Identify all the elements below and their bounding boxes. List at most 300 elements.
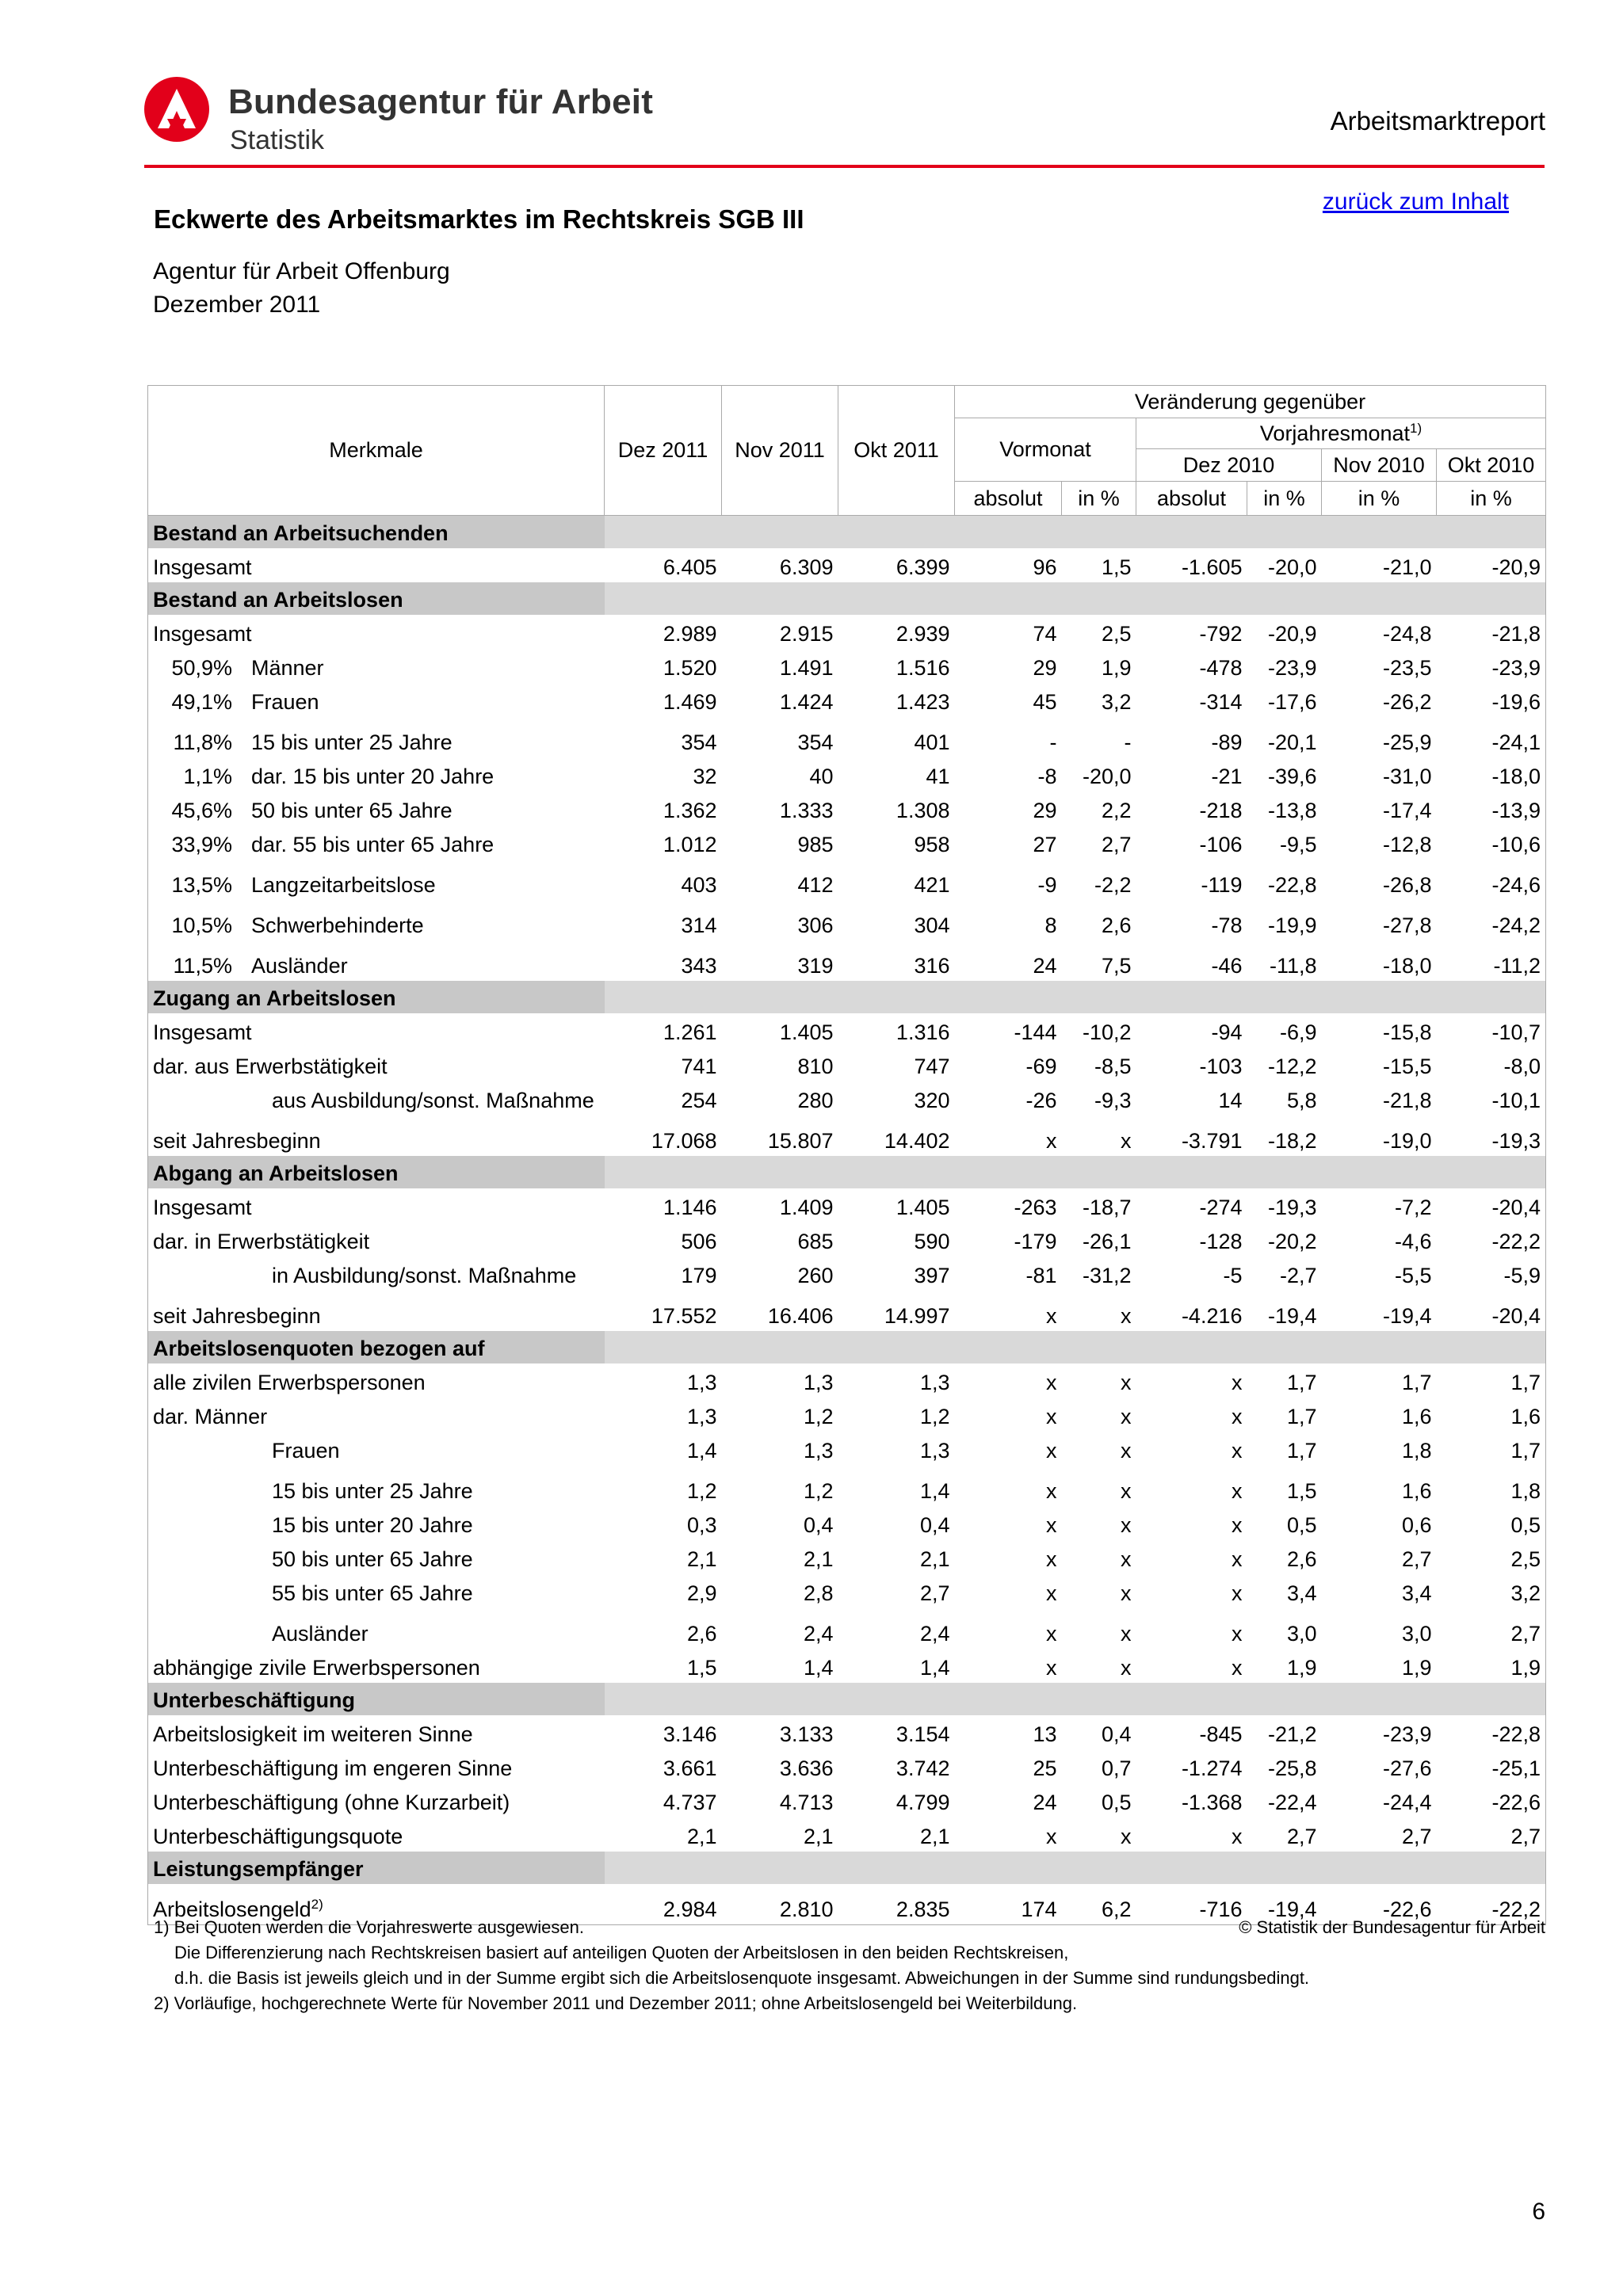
row-label-text: 55 bis unter 65 Jahre bbox=[272, 1581, 473, 1605]
section-fill bbox=[605, 1852, 1546, 1884]
footnote-2: 2) Vorläufige, hochgerechnete Werte für November 2011 und Dezember 2011; ohne Arbeitslosengeld bei Weiterbildung. bbox=[154, 1993, 1078, 2013]
row-label bbox=[148, 1506, 605, 1540]
row-label-text: Ausländer bbox=[272, 1622, 369, 1646]
table-row bbox=[148, 1432, 1546, 1466]
value-cell: -19,3 bbox=[1491, 1129, 1541, 1153]
section-title: Bestand an Arbeitsuchenden bbox=[148, 516, 605, 549]
header-nov-2011: Nov 2011 bbox=[722, 386, 838, 516]
table-row bbox=[148, 1047, 1546, 1081]
value-cell: 2,4 bbox=[919, 1622, 950, 1646]
value-cell: -8,0 bbox=[1503, 1055, 1541, 1078]
value-cell: 354 bbox=[681, 730, 717, 754]
row-label-text: 15 bis unter 25 Jahre bbox=[272, 1479, 473, 1503]
value-cell: -2,2 bbox=[1094, 873, 1132, 897]
value-cell: 1.316 bbox=[896, 1020, 950, 1044]
value-cell: -128 bbox=[1199, 1230, 1243, 1253]
value-cell: 3.636 bbox=[779, 1756, 834, 1780]
row-label-text: seit Jahresbeginn bbox=[153, 1129, 321, 1153]
value-cell: 403 bbox=[681, 873, 717, 897]
row-label-text: dar. in Erwerbstätigkeit bbox=[153, 1230, 370, 1253]
value-cell: -89 bbox=[1211, 730, 1243, 754]
value-cell: 0,6 bbox=[1401, 1513, 1432, 1537]
value-cell: 1,7 bbox=[1286, 1405, 1317, 1428]
value-cell: -9 bbox=[1037, 873, 1057, 897]
value-cell: -4.216 bbox=[1181, 1304, 1243, 1328]
value-cell: 2.939 bbox=[896, 622, 950, 646]
row-label bbox=[148, 1188, 605, 1222]
value-cell: 1.520 bbox=[663, 656, 717, 680]
value-cell: 260 bbox=[797, 1264, 834, 1287]
row-label-text: Frauen bbox=[251, 690, 319, 714]
value-cell: 354 bbox=[797, 730, 834, 754]
row-label bbox=[148, 1116, 605, 1156]
row-share: 10,5% bbox=[171, 913, 232, 937]
value-cell: x bbox=[1121, 1656, 1132, 1680]
value-cell: 1,5 bbox=[686, 1656, 717, 1680]
section-header-row bbox=[148, 981, 1546, 1013]
value-cell: 2.915 bbox=[779, 622, 834, 646]
back-to-contents-link[interactable]: zurück zum Inhalt bbox=[1322, 189, 1509, 215]
row-share: 33,9% bbox=[171, 833, 232, 856]
value-cell: -19,4 bbox=[1382, 1304, 1432, 1328]
value-cell: 3,0 bbox=[1286, 1622, 1317, 1646]
section-title: Zugang an Arbeitslosen bbox=[148, 981, 605, 1013]
value-cell: 6.399 bbox=[896, 555, 950, 579]
table-row bbox=[148, 649, 1546, 683]
value-cell: 15.807 bbox=[767, 1129, 834, 1153]
value-cell: 1,9 bbox=[1286, 1656, 1317, 1680]
table-row bbox=[148, 1188, 1546, 1222]
value-cell: -20,4 bbox=[1491, 1196, 1541, 1219]
header-merkmale: Merkmale bbox=[148, 386, 605, 516]
row-label-text: Insgesamt bbox=[153, 555, 252, 579]
value-cell: 2,6 bbox=[686, 1622, 717, 1646]
value-cell: -46 bbox=[1211, 954, 1243, 978]
value-cell: -10,6 bbox=[1491, 833, 1541, 856]
value-cell: -19,4 bbox=[1267, 1304, 1317, 1328]
value-cell: x bbox=[1232, 1825, 1243, 1848]
section-header-row bbox=[148, 1852, 1546, 1884]
value-cell: 985 bbox=[797, 833, 834, 856]
value-cell: -26,8 bbox=[1382, 873, 1432, 897]
value-cell: 1.362 bbox=[663, 799, 717, 822]
value-cell: -23,9 bbox=[1491, 656, 1541, 680]
value-cell: 1,7 bbox=[1510, 1371, 1541, 1394]
value-cell: 397 bbox=[914, 1264, 950, 1287]
value-cell: -20,9 bbox=[1491, 555, 1541, 579]
value-cell: -4,6 bbox=[1394, 1230, 1432, 1253]
value-cell: -20,0 bbox=[1082, 765, 1132, 788]
table-row bbox=[148, 860, 1546, 900]
value-cell: 958 bbox=[914, 833, 950, 856]
value-cell: 2,8 bbox=[803, 1581, 834, 1605]
value-cell: 24 bbox=[1033, 1791, 1057, 1814]
value-cell: 1,3 bbox=[803, 1371, 834, 1394]
value-cell: -11,2 bbox=[1493, 954, 1541, 978]
value-cell: 1.516 bbox=[896, 656, 950, 680]
row-label-text: 50 bis unter 65 Jahre bbox=[251, 799, 453, 822]
footnote-1-line-2: Die Differenzierung nach Rechtskreisen basiert auf anteiligen Quoten der Arbeitslosen in den beiden Rechtskreisen, bbox=[174, 1943, 1069, 1962]
value-cell: 3,4 bbox=[1401, 1581, 1432, 1605]
value-cell: - bbox=[1124, 730, 1132, 754]
value-cell: -19,0 bbox=[1382, 1129, 1432, 1153]
brand-subtitle: Statistik bbox=[230, 125, 325, 155]
value-cell: -5 bbox=[1223, 1264, 1243, 1287]
section-fill bbox=[605, 981, 1546, 1013]
value-cell: x bbox=[1232, 1581, 1243, 1605]
row-label bbox=[148, 1013, 605, 1047]
header-absolut: absolut bbox=[1136, 482, 1247, 516]
value-cell: 1,5 bbox=[1286, 1479, 1317, 1503]
value-cell: 2.989 bbox=[663, 622, 717, 646]
value-cell: 17.552 bbox=[651, 1304, 717, 1328]
value-cell: 2,7 bbox=[1510, 1825, 1541, 1848]
value-cell: 306 bbox=[797, 913, 834, 937]
value-cell: 1,6 bbox=[1401, 1405, 1432, 1428]
section-fill bbox=[605, 582, 1546, 615]
value-cell: -23,9 bbox=[1382, 1722, 1432, 1746]
value-cell: -20,9 bbox=[1267, 622, 1317, 646]
value-cell: -26 bbox=[1025, 1089, 1057, 1112]
value-cell: 96 bbox=[1033, 555, 1057, 579]
value-cell: x bbox=[1121, 1304, 1132, 1328]
value-cell: -26,1 bbox=[1082, 1230, 1132, 1253]
value-cell: -19,9 bbox=[1267, 913, 1317, 937]
value-cell: -106 bbox=[1199, 833, 1243, 856]
ba-logo-icon bbox=[143, 76, 210, 143]
value-cell: 412 bbox=[797, 873, 834, 897]
value-cell: 1,2 bbox=[686, 1479, 717, 1503]
row-label-text: Insgesamt bbox=[153, 1196, 252, 1219]
value-cell: x bbox=[1121, 1479, 1132, 1503]
value-cell: 1,3 bbox=[919, 1439, 950, 1463]
value-cell: -17,6 bbox=[1267, 690, 1317, 714]
value-cell: -18,0 bbox=[1382, 954, 1432, 978]
table-row bbox=[148, 1608, 1546, 1649]
section-title: Arbeitslosenquoten bezogen auf bbox=[148, 1331, 605, 1363]
value-cell: 2,2 bbox=[1101, 799, 1132, 822]
value-cell: -716 bbox=[1199, 1897, 1243, 1921]
row-label bbox=[148, 791, 605, 826]
table-row bbox=[148, 1715, 1546, 1749]
row-label-text: dar. Männer bbox=[153, 1405, 268, 1428]
value-cell: 1.469 bbox=[663, 690, 717, 714]
header-absolut: absolut bbox=[955, 482, 1062, 516]
header-dez-2011: Dez 2011 bbox=[605, 386, 722, 516]
value-cell: -19,4 bbox=[1267, 1897, 1317, 1921]
row-label bbox=[148, 1574, 605, 1608]
table-body bbox=[148, 516, 1546, 1925]
value-cell: 7,5 bbox=[1101, 954, 1132, 978]
value-cell: 1,7 bbox=[1401, 1371, 1432, 1394]
value-cell: 16.406 bbox=[767, 1304, 834, 1328]
header-in-pct: in % bbox=[1437, 482, 1546, 516]
value-cell: 1,6 bbox=[1510, 1405, 1541, 1428]
value-cell: -31,2 bbox=[1082, 1264, 1132, 1287]
value-cell: -21,0 bbox=[1382, 555, 1432, 579]
table-row bbox=[148, 1817, 1546, 1852]
row-label bbox=[148, 1363, 605, 1398]
section-fill bbox=[605, 516, 1546, 549]
value-cell: -10,2 bbox=[1082, 1020, 1132, 1044]
value-cell: 304 bbox=[914, 913, 950, 937]
value-cell: -24,4 bbox=[1382, 1791, 1432, 1814]
value-cell: 1,4 bbox=[919, 1656, 950, 1680]
row-label-text: abhängige zivile Erwerbspersonen bbox=[153, 1656, 480, 1680]
value-cell: -218 bbox=[1199, 799, 1243, 822]
value-cell: -20,0 bbox=[1267, 555, 1317, 579]
value-cell: 506 bbox=[681, 1230, 717, 1253]
section-fill bbox=[605, 1683, 1546, 1715]
value-cell: 1.146 bbox=[663, 1196, 717, 1219]
value-cell: 6.405 bbox=[663, 555, 717, 579]
value-cell: x bbox=[1046, 1656, 1057, 1680]
value-cell: -22,6 bbox=[1491, 1791, 1541, 1814]
value-cell: x bbox=[1046, 1479, 1057, 1503]
value-cell: 14 bbox=[1218, 1089, 1243, 1112]
value-cell: 6,2 bbox=[1101, 1897, 1132, 1921]
section-title: Abgang an Arbeitslosen bbox=[148, 1156, 605, 1188]
value-cell: x bbox=[1232, 1656, 1243, 1680]
value-cell: x bbox=[1046, 1513, 1057, 1537]
row-label bbox=[148, 548, 605, 582]
section-header-row bbox=[148, 1156, 1546, 1188]
value-cell: 2.810 bbox=[779, 1897, 834, 1921]
header-in-pct: in % bbox=[1062, 482, 1136, 516]
value-cell: 3.154 bbox=[896, 1722, 950, 1746]
value-cell: x bbox=[1046, 1547, 1057, 1571]
row-label-text: Insgesamt bbox=[153, 622, 252, 646]
row-label bbox=[148, 1222, 605, 1257]
value-cell: x bbox=[1046, 1371, 1057, 1394]
section-fill bbox=[605, 1331, 1546, 1363]
value-cell: 3,4 bbox=[1286, 1581, 1317, 1605]
table-row bbox=[148, 1081, 1546, 1116]
value-cell: 1,3 bbox=[803, 1439, 834, 1463]
value-cell: 2,1 bbox=[803, 1825, 834, 1848]
value-cell: 1,4 bbox=[686, 1439, 717, 1463]
value-cell: x bbox=[1121, 1825, 1132, 1848]
value-cell: x bbox=[1121, 1405, 1132, 1428]
value-cell: 29 bbox=[1033, 656, 1057, 680]
value-cell: 1,8 bbox=[1510, 1479, 1541, 1503]
value-cell: 1.405 bbox=[779, 1020, 834, 1044]
value-cell: 2,7 bbox=[1101, 833, 1132, 856]
value-cell: -21,8 bbox=[1491, 622, 1541, 646]
value-cell: 2,1 bbox=[686, 1547, 717, 1571]
value-cell: 5,8 bbox=[1286, 1089, 1317, 1112]
table-row bbox=[148, 1540, 1546, 1574]
value-cell: 320 bbox=[914, 1089, 950, 1112]
row-label bbox=[148, 1047, 605, 1081]
row-label bbox=[148, 649, 605, 683]
value-cell: -8 bbox=[1037, 765, 1057, 788]
value-cell: 314 bbox=[681, 913, 717, 937]
row-label bbox=[148, 940, 605, 981]
value-cell: 4.737 bbox=[663, 1791, 717, 1814]
value-cell: -845 bbox=[1199, 1722, 1243, 1746]
value-cell: x bbox=[1232, 1547, 1243, 1571]
row-label-text: Unterbeschäftigungsquote bbox=[153, 1825, 403, 1848]
value-cell: 17.068 bbox=[651, 1129, 717, 1153]
value-cell: -274 bbox=[1199, 1196, 1243, 1219]
value-cell: 3,0 bbox=[1401, 1622, 1432, 1646]
value-cell: 1,2 bbox=[919, 1405, 950, 1428]
section-title: Bestand an Arbeitslosen bbox=[148, 582, 605, 615]
row-label-text: Langzeitarbeitslose bbox=[251, 873, 436, 897]
value-cell: x bbox=[1046, 1439, 1057, 1463]
row-label bbox=[148, 1649, 605, 1683]
value-cell: -1.368 bbox=[1181, 1791, 1243, 1814]
row-share: 50,9% bbox=[171, 656, 232, 680]
row-share: 1,1% bbox=[183, 765, 232, 788]
value-cell: 174 bbox=[1021, 1897, 1057, 1921]
row-label bbox=[148, 860, 605, 900]
value-cell: -9,3 bbox=[1094, 1089, 1132, 1112]
section-header-row bbox=[148, 582, 1546, 615]
value-cell: -22,2 bbox=[1491, 1897, 1541, 1921]
header-divider bbox=[144, 165, 1545, 168]
value-cell: 2,7 bbox=[919, 1581, 950, 1605]
value-cell: x bbox=[1232, 1479, 1243, 1503]
value-cell: 1.491 bbox=[779, 656, 834, 680]
table-row bbox=[148, 791, 1546, 826]
value-cell: -10,1 bbox=[1491, 1089, 1541, 1112]
row-label bbox=[148, 1783, 605, 1817]
value-cell: 0,4 bbox=[919, 1513, 950, 1537]
value-cell: 1,9 bbox=[1510, 1656, 1541, 1680]
row-label bbox=[148, 1540, 605, 1574]
value-cell: -25,1 bbox=[1491, 1756, 1541, 1780]
value-cell: 1,4 bbox=[919, 1479, 950, 1503]
row-label-text: alle zivilen Erwerbspersonen bbox=[153, 1371, 426, 1394]
value-cell: 13 bbox=[1033, 1722, 1057, 1746]
row-label bbox=[148, 1432, 605, 1466]
header-okt-2010: Okt 2010 bbox=[1437, 449, 1546, 482]
value-cell: -21,2 bbox=[1267, 1722, 1317, 1746]
value-cell: x bbox=[1046, 1825, 1057, 1848]
value-cell: 2,5 bbox=[1510, 1547, 1541, 1571]
value-cell: - bbox=[1049, 730, 1057, 754]
value-cell: -1.605 bbox=[1181, 555, 1243, 579]
value-cell: -20,1 bbox=[1267, 730, 1317, 754]
value-cell: -25,9 bbox=[1382, 730, 1432, 754]
table-row bbox=[148, 548, 1546, 582]
value-cell: -21 bbox=[1211, 765, 1243, 788]
value-cell: 14.997 bbox=[884, 1304, 950, 1328]
row-label bbox=[148, 1398, 605, 1432]
value-cell: -12,8 bbox=[1382, 833, 1432, 856]
row-label-text: Arbeitslosigkeit im weiteren Sinne bbox=[153, 1722, 473, 1746]
value-cell: x bbox=[1232, 1439, 1243, 1463]
value-cell: -179 bbox=[1014, 1230, 1057, 1253]
row-label-text: Arbeitslosengeld bbox=[153, 1897, 311, 1921]
section-title: Leistungsempfänger bbox=[148, 1852, 605, 1884]
value-cell: 2,1 bbox=[919, 1825, 950, 1848]
value-cell: -478 bbox=[1199, 656, 1243, 680]
value-cell: 1,7 bbox=[1510, 1439, 1541, 1463]
table-row bbox=[148, 1222, 1546, 1257]
page-title: Eckwerte des Arbeitsmarktes im Rechtskreis SGB III bbox=[154, 204, 804, 234]
value-cell: 1.261 bbox=[663, 1020, 717, 1044]
value-cell: -7,2 bbox=[1394, 1196, 1432, 1219]
footnote-1: 1) Bei Quoten werden die Vorjahreswerte ausgewiesen. bbox=[154, 1917, 584, 1937]
value-cell: 685 bbox=[797, 1230, 834, 1253]
row-label-text: Insgesamt bbox=[153, 1020, 252, 1044]
value-cell: -18,2 bbox=[1267, 1129, 1317, 1153]
value-cell: -13,8 bbox=[1267, 799, 1317, 822]
value-cell: 280 bbox=[797, 1089, 834, 1112]
value-cell: -26,2 bbox=[1382, 690, 1432, 714]
header-okt-2011: Okt 2011 bbox=[838, 386, 955, 516]
value-cell: x bbox=[1046, 1405, 1057, 1428]
footnote-1-line-3: d.h. die Basis ist jeweils gleich und in der Summe ergibt sich die Arbeitslosenquote insgesamt. Abweichungen in der Summe sind rundungsbedingt. bbox=[174, 1968, 1310, 1988]
value-cell: 1,9 bbox=[1101, 656, 1132, 680]
row-label bbox=[148, 615, 605, 649]
table-row bbox=[148, 1649, 1546, 1683]
value-cell: x bbox=[1046, 1129, 1057, 1153]
section-header-row bbox=[148, 1683, 1546, 1715]
value-cell: 27 bbox=[1033, 833, 1057, 856]
table-row bbox=[148, 1257, 1546, 1291]
value-cell: -23,5 bbox=[1382, 656, 1432, 680]
value-cell: 32 bbox=[693, 765, 717, 788]
value-cell: 4.799 bbox=[896, 1791, 950, 1814]
value-cell: 1,3 bbox=[919, 1371, 950, 1394]
value-cell: -5,9 bbox=[1503, 1264, 1541, 1287]
row-label-text: Frauen bbox=[272, 1439, 340, 1463]
value-cell: -263 bbox=[1014, 1196, 1057, 1219]
value-cell: 421 bbox=[914, 873, 950, 897]
value-cell: -39,6 bbox=[1267, 765, 1317, 788]
value-cell: -15,5 bbox=[1382, 1055, 1432, 1078]
row-label bbox=[148, 683, 605, 717]
value-cell: -11,8 bbox=[1269, 954, 1317, 978]
row-label bbox=[148, 1817, 605, 1852]
value-cell: 2,1 bbox=[686, 1825, 717, 1848]
value-cell: x bbox=[1046, 1581, 1057, 1605]
row-label-text: Schwerbehinderte bbox=[251, 913, 424, 937]
value-cell: -24,1 bbox=[1491, 730, 1541, 754]
value-cell: 0,5 bbox=[1286, 1513, 1317, 1537]
value-cell: 2.835 bbox=[896, 1897, 950, 1921]
row-label-text: Unterbeschäftigung im engeren Sinne bbox=[153, 1756, 513, 1780]
value-cell: -94 bbox=[1211, 1020, 1243, 1044]
value-cell: 254 bbox=[681, 1089, 717, 1112]
value-cell: 45 bbox=[1033, 690, 1057, 714]
value-cell: 0,4 bbox=[803, 1513, 834, 1537]
value-cell: 2,7 bbox=[1510, 1622, 1541, 1646]
value-cell: 24 bbox=[1033, 954, 1057, 978]
header-vorjahresmonat: Vorjahresmonat$^{1)}$ bbox=[1136, 418, 1546, 449]
value-cell: -2,7 bbox=[1279, 1264, 1317, 1287]
value-cell: -22,2 bbox=[1491, 1230, 1541, 1253]
value-cell: 810 bbox=[797, 1055, 834, 1078]
value-cell: -1.274 bbox=[1181, 1756, 1243, 1780]
value-cell: 1,7 bbox=[1286, 1439, 1317, 1463]
value-cell: 40 bbox=[809, 765, 834, 788]
value-cell: -21,8 bbox=[1382, 1089, 1432, 1112]
header-dez-2010: Dez 2010 bbox=[1136, 449, 1322, 482]
row-label-text: dar. 15 bis unter 20 Jahre bbox=[251, 765, 495, 788]
row-label-text: Ausländer bbox=[251, 954, 348, 978]
value-cell: -3.791 bbox=[1181, 1129, 1243, 1153]
section-fill bbox=[605, 1156, 1546, 1188]
row-share: 11,5% bbox=[173, 954, 232, 978]
value-cell: 1,3 bbox=[686, 1405, 717, 1428]
table-row bbox=[148, 1013, 1546, 1047]
row-label bbox=[148, 1608, 605, 1649]
